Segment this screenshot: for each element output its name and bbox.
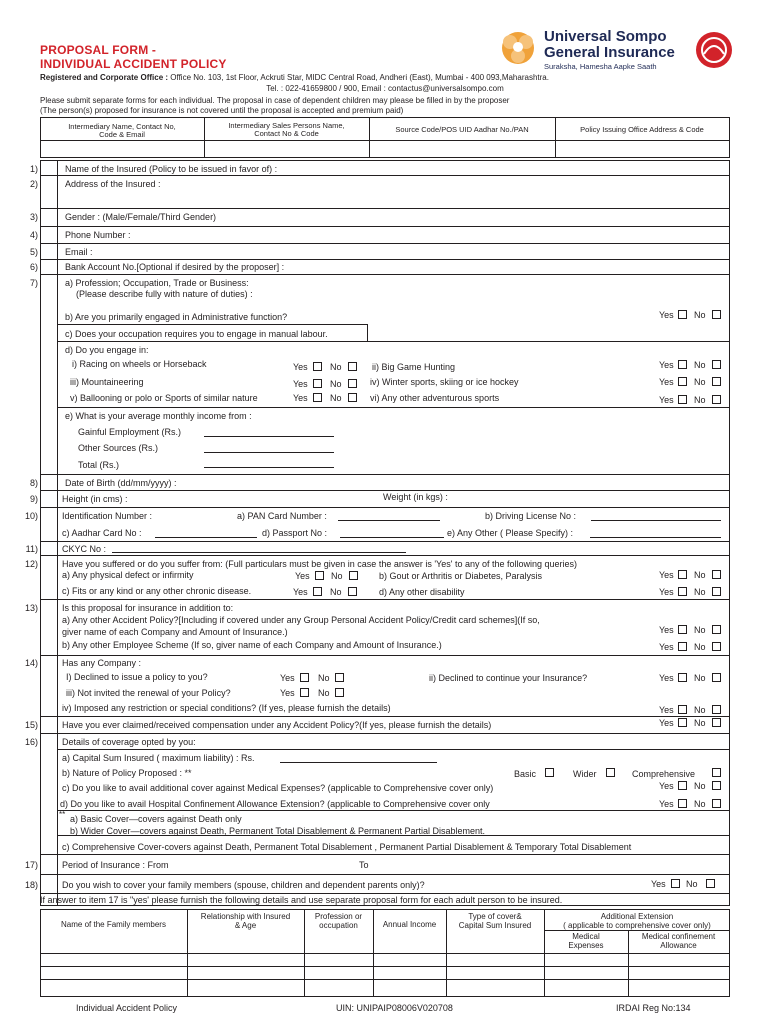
intermediary-col3-header: Source Code/POS UID Aadhar No./PAN <box>395 125 529 134</box>
q16d-yes-checkbox[interactable] <box>678 799 687 808</box>
q7a-label: a) Profession; Occupation, Trade or Business: <box>65 278 249 288</box>
q12b-yes-checkbox[interactable] <box>678 570 687 579</box>
q14iii-label: iii) Not invited the renewal of your Policy? <box>66 688 231 698</box>
footer-uin: UIN: UNIPAIP08006V020708 <box>336 1003 453 1013</box>
q13-number: 13) <box>24 603 38 613</box>
q14iii-no-checkbox[interactable] <box>335 688 344 697</box>
family-header-name: Name of the Family members <box>61 920 166 929</box>
q7d6-yes-label: Yes <box>659 395 674 405</box>
q13a-yes-label: Yes <box>659 625 674 635</box>
q7e1-label: Gainful Employment (Rs.) <box>78 427 182 437</box>
wider-label: Wider <box>573 769 597 779</box>
logo-name-line1: Universal Sompo <box>544 28 667 45</box>
q12b-no-label: No <box>694 570 706 580</box>
q12a-label: a) Any physical defect or infirmity <box>62 570 194 580</box>
q7d-label: d) Do you engage in: <box>65 345 149 355</box>
other-id-field[interactable] <box>590 537 721 538</box>
passport-field[interactable] <box>340 537 444 538</box>
instruction-note1: Please submit separate forms for each individual. The proposal in case of dependent children may please be filled in by the proposer <box>40 96 510 105</box>
q17-label: Period of Insurance : From <box>62 860 169 870</box>
q12a-yes-checkbox[interactable] <box>315 571 324 580</box>
profession-field[interactable] <box>290 276 728 300</box>
family-header-income: Annual Income <box>382 920 437 929</box>
q14ii-yes-checkbox[interactable] <box>678 673 687 682</box>
q3-number: 3) <box>29 212 38 222</box>
q16c-yes-label: Yes <box>659 781 674 791</box>
q7d2-yes-label: Yes <box>659 360 674 370</box>
q16c-yes-checkbox[interactable] <box>678 781 687 790</box>
q12a-yes-label: Yes <box>295 571 310 581</box>
q14i-label: I) Declined to issue a policy to you? <box>66 672 208 682</box>
q8-number: 8) <box>29 478 38 488</box>
q7d4-label: iv) Winter sports, skiing or ice hockey <box>370 377 519 387</box>
q12b-yes-label: Yes <box>659 570 674 580</box>
form-title-line1: PROPOSAL FORM - <box>40 43 157 57</box>
q12d-no-label: No <box>694 587 706 597</box>
family-header-cover-b: Capital Sum Insured <box>458 921 532 930</box>
q13a-no-checkbox[interactable] <box>712 625 721 634</box>
q14ii-label: ii) Declined to continue your Insurance? <box>429 673 588 683</box>
q7d1-yes-label: Yes <box>293 362 308 372</box>
q7d3-no-label: No <box>330 379 342 389</box>
q7e2-label: Other Sources (Rs.) <box>78 443 159 453</box>
q16a-label: a) Capital Sum Insured ( maximum liability) : Rs. <box>62 753 255 763</box>
q12c-label: c) Fits or any kind or any other chronic disease. <box>62 586 252 596</box>
q12c-no-checkbox[interactable] <box>348 587 357 596</box>
intermediary-col4-header: Policy Issuing Office Address & Code <box>580 125 704 134</box>
family-header-medical: Medical <box>572 932 600 941</box>
q14iii-yes-label: Yes <box>280 688 295 698</box>
q4-label: Phone Number : <box>65 230 131 240</box>
q7d2-no-checkbox[interactable] <box>712 360 721 369</box>
q14-label: Has any Company : <box>62 658 142 668</box>
note-comprehensive-cover: c) Comprehensive Cover-covers against Death, Permanent Total Disablement , Permanent Partial Disablement & Temporary Total Disablement <box>62 842 632 852</box>
q13b-no-label: No <box>694 642 706 652</box>
family-header-profession-b: occupation <box>319 921 358 930</box>
q14iii-yes-checkbox[interactable] <box>300 688 309 697</box>
q10b-label: b) Driving License No : <box>485 511 577 521</box>
q1-number: 1) <box>29 164 38 174</box>
q18-yes-checkbox[interactable] <box>671 879 680 888</box>
family-header-profession: Profession or <box>314 912 363 921</box>
phone-field[interactable] <box>145 227 728 242</box>
wider-checkbox[interactable] <box>606 768 615 777</box>
q16c-no-label: No <box>694 781 706 791</box>
q15-no-checkbox[interactable] <box>712 718 721 727</box>
q18-number: 18) <box>24 880 38 890</box>
q7a-sublabel: (Please describe fully with nature of duties) : <box>76 289 253 299</box>
q16c-no-checkbox[interactable] <box>712 781 721 790</box>
q7d1-label: i) Racing on wheels or Horseback <box>72 359 207 369</box>
q7d3-yes-label: Yes <box>293 379 308 389</box>
q7d2-yes-checkbox[interactable] <box>678 360 687 369</box>
family-row[interactable] <box>41 954 729 966</box>
q7d6-no-checkbox[interactable] <box>712 395 721 404</box>
logo-seal-icon <box>694 30 734 70</box>
logo-tagline: Suraksha, Hamesha Aapke Saath <box>544 62 657 71</box>
footer-policy-name: Individual Accident Policy <box>76 1003 178 1013</box>
q7d1-yes-checkbox[interactable] <box>313 362 322 371</box>
q15-no-label: No <box>694 718 706 728</box>
office-address: Office No. 103, 1st Floor, Ackruti Star, MIDC Central Road, Andheri (East), Mumbai - 400 093,Maharashtra. <box>170 73 549 82</box>
q15-yes-label: Yes <box>659 718 674 728</box>
q4-number: 4) <box>29 230 38 240</box>
q13a-no-label: No <box>694 625 706 635</box>
q7c-label: c) Does your occupation requires you to engage in manual labour. <box>65 329 328 339</box>
other-sources-field[interactable] <box>204 452 334 453</box>
q14ii-no-checkbox[interactable] <box>712 673 721 682</box>
q16-label: Details of coverage opted by you: <box>62 737 196 747</box>
ckyc-field[interactable] <box>112 552 406 553</box>
q7b-yes-checkbox[interactable] <box>678 310 687 319</box>
q7d5-label: v) Ballooning or polo or Sports of similar nature <box>70 393 258 403</box>
q12b-label: b) Gout or Arthritis or Diabetes, Paralysis <box>379 571 543 581</box>
aadhar-field[interactable] <box>155 537 257 538</box>
q9b-label: Weight (in kgs) : <box>383 492 448 502</box>
weight-field[interactable] <box>460 491 728 506</box>
q16d-no-label: No <box>694 799 706 809</box>
q12d-yes-label: Yes <box>659 587 674 597</box>
logo-name-line2: General Insurance <box>544 44 675 61</box>
logo-flower-icon <box>496 28 540 68</box>
q6-number: 6) <box>29 262 38 272</box>
q12c-yes-label: Yes <box>293 587 308 597</box>
q7e3-label: Total (Rs.) <box>78 460 120 470</box>
q17-to-label: To <box>359 860 369 870</box>
q7b-no-label: No <box>694 310 706 320</box>
total-income-field[interactable] <box>204 467 334 468</box>
q7d3-yes-checkbox[interactable] <box>313 379 322 388</box>
intermediary-cell-1[interactable] <box>41 141 203 156</box>
family-details-note: If answer to item 17 is "yes' please furnish the following details and use separate proposal form for each adult person to be insured. <box>40 895 563 905</box>
q10a-label: a) PAN Card Number : <box>237 511 327 521</box>
q7d1-no-checkbox[interactable] <box>348 362 357 371</box>
q7d3-no-checkbox[interactable] <box>348 379 357 388</box>
q18-yes-label: Yes <box>651 879 666 889</box>
intermediary-cell-2[interactable] <box>205 141 368 156</box>
q18-no-label: No <box>686 879 698 889</box>
q12b-no-checkbox[interactable] <box>712 570 721 579</box>
q7d5-yes-checkbox[interactable] <box>313 393 322 402</box>
q13a-yes-checkbox[interactable] <box>678 625 687 634</box>
form-title-line2: INDIVIDUAL ACCIDENT POLICY <box>40 57 227 71</box>
note-wider-cover: b) Wider Cover—covers against Death, Permanent Total Disablement & Permanent Partial Disablement. <box>70 826 486 836</box>
q18-label: Do you wish to cover your family members (spouse, children and dependent parents only)? <box>62 880 425 890</box>
q9-number: 9) <box>29 494 38 504</box>
q7d2-label: ii) Big Game Hunting <box>372 362 456 372</box>
q7d4-yes-label: Yes <box>659 377 674 387</box>
q14i-yes-checkbox[interactable] <box>300 673 309 682</box>
q9-label: Height (in cms) : <box>62 494 128 504</box>
insured-address-field[interactable] <box>180 176 728 207</box>
q14i-no-checkbox[interactable] <box>335 673 344 682</box>
family-row[interactable] <box>41 980 729 996</box>
intermediary-col2-header: Intermediary Sales Persons Name, <box>228 121 345 130</box>
q14iv-yes-label: Yes <box>659 705 674 715</box>
q14iv-label: iv) Imposed any restriction or special conditions? (If yes, please furnish the details) <box>62 703 391 713</box>
insured-name-field[interactable] <box>310 161 728 174</box>
q14iv-no-label: No <box>694 705 706 715</box>
note-basic-cover: a) Basic Cover—covers against Death only <box>70 814 242 824</box>
q12a-no-label: No <box>331 571 343 581</box>
family-header-confinement-b: Allowance <box>660 941 697 950</box>
q17-number: 17) <box>24 860 38 870</box>
q13a-label-line2: giver name of each Company and Amount of Insurance.) <box>62 627 288 637</box>
q7d6-label: vi) Any other adventurous sports <box>370 393 500 403</box>
intermediary-cell-4[interactable] <box>556 141 728 156</box>
q12c-no-label: No <box>330 587 342 597</box>
gender-field[interactable] <box>245 209 728 225</box>
q3-label: Gender : (Male/Female/Third Gender) <box>65 212 217 222</box>
family-header-medical-b: Expenses <box>568 941 604 950</box>
note-asterisk: ** <box>59 810 66 819</box>
q12c-yes-checkbox[interactable] <box>313 587 322 596</box>
intermediary-cell-3[interactable] <box>370 141 554 156</box>
q14i-yes-label: Yes <box>280 673 295 683</box>
q15-number: 15) <box>24 720 38 730</box>
height-field[interactable] <box>140 491 370 506</box>
q10d-label: d) Passport No : <box>262 528 328 538</box>
q7d4-no-label: No <box>694 377 706 387</box>
basic-checkbox[interactable] <box>545 768 554 777</box>
q7d6-yes-checkbox[interactable] <box>678 395 687 404</box>
q15-label: Have you ever claimed/received compensation under any Accident Policy?(If yes, please furnish the details) <box>62 720 492 730</box>
q16c-label: c) Do you like to avail additional cover against Medical Expenses? (applicable to Comprehensive cover only) <box>62 783 494 793</box>
q16b-label: b) Nature of Policy Proposed : ** <box>62 768 192 778</box>
q13b-label: b) Any other Employee Scheme (If so, giver name of each Company and Amount of Insurance.) <box>62 640 442 650</box>
q14iv-no-checkbox[interactable] <box>712 705 721 714</box>
q12a-no-checkbox[interactable] <box>349 571 358 580</box>
intermediary-col1-header: Intermediary Name, Contact No, <box>68 122 176 131</box>
q7d5-yes-label: Yes <box>293 393 308 403</box>
q16d-yes-label: Yes <box>659 799 674 809</box>
q7b-yes-label: Yes <box>659 310 674 320</box>
q10-label: Identification Number : <box>62 511 153 521</box>
basic-label: Basic <box>514 769 537 779</box>
q12d-label: d) Any other disability <box>379 587 465 597</box>
q10e-label: e) Any Other ( Please Specify) : <box>447 528 574 538</box>
q7d5-no-checkbox[interactable] <box>348 393 357 402</box>
q14i-no-label: No <box>318 673 330 683</box>
q14iii-no-label: No <box>318 688 330 698</box>
q7d5-no-label: No <box>330 393 342 403</box>
q12d-yes-checkbox[interactable] <box>678 587 687 596</box>
q7d2-no-label: No <box>694 360 706 370</box>
q6-label: Bank Account No.[Optional if desired by the proposer] : <box>65 262 285 272</box>
q7-number: 7) <box>29 278 38 288</box>
family-header-confinement: Medical confinement <box>641 932 716 941</box>
q16-number: 16) <box>24 737 38 747</box>
office-address-line <box>40 73 549 82</box>
q5-label: Email : <box>65 247 93 257</box>
q8-label: Date of Birth (dd/mm/yyyy) : <box>65 478 177 488</box>
gainful-employment-field[interactable] <box>204 436 334 437</box>
family-header-cover: Type of cover& <box>468 912 522 921</box>
q14ii-yes-label: Yes <box>659 673 674 683</box>
q13b-yes-label: Yes <box>659 642 674 652</box>
q7e-label: e) What is your average monthly income from : <box>65 411 252 421</box>
q2-number: 2) <box>29 179 38 189</box>
q13a-label-line1: a) Any other Accident Policy?[Including if covered under any Group Personal Accident Policy/Credit card schemes](If so, <box>62 615 540 625</box>
q15-yes-checkbox[interactable] <box>678 718 687 727</box>
comprehensive-label: Comprehensive <box>632 769 696 779</box>
q13b-yes-checkbox[interactable] <box>678 642 687 651</box>
family-header-extension: Additional Extension <box>600 912 674 921</box>
office-contact: Tel. : 022-41659800 / 900, Email : contactus@universalsompo.com <box>266 84 504 93</box>
q13-label: Is this proposal for insurance in addition to: <box>62 603 234 613</box>
office-label: Registered and Corporate Office : <box>40 73 169 82</box>
pan-field[interactable] <box>338 520 440 521</box>
instruction-note2: (The person(s) proposed for insurance is not covered until the proposal is accepted and premium paid) <box>40 106 404 115</box>
intermediary-col2-header-b: Contact No & Code <box>254 129 319 138</box>
q14ii-no-label: No <box>694 673 706 683</box>
q11-label: CKYC No : <box>62 544 107 554</box>
q7d6-no-label: No <box>694 395 706 405</box>
period-from-field[interactable] <box>195 856 345 872</box>
q7d4-yes-checkbox[interactable] <box>678 377 687 386</box>
q10-number: 10) <box>24 511 38 521</box>
footer-irdai-reg: IRDAI Reg No:134 <box>616 1003 691 1013</box>
q2-label: Address of the Insured : <box>65 179 161 189</box>
q5-number: 5) <box>29 247 38 257</box>
q14-number: 14) <box>24 658 38 668</box>
q14iv-yes-checkbox[interactable] <box>678 705 687 714</box>
driving-license-field[interactable] <box>591 520 721 521</box>
q1-label: Name of the Insured (Policy to be issued in favor of) : <box>65 164 278 174</box>
capital-sum-field[interactable] <box>280 762 437 763</box>
family-header-relationship-b: & Age <box>234 921 257 930</box>
comprehensive-checkbox[interactable] <box>712 768 721 777</box>
family-header-extension-note: ( applicable to comprehensive cover only) <box>563 921 711 930</box>
family-row[interactable] <box>41 967 729 979</box>
family-header-relationship: Relationship with Insured <box>200 912 291 921</box>
q16d-no-checkbox[interactable] <box>712 799 721 808</box>
dob-field[interactable] <box>200 475 728 489</box>
q16d-label: d) Do you like to avail Hospital Confinement Allowance Extension? (applicable to Comprehensive cover only <box>60 799 490 809</box>
q7d4-no-checkbox[interactable] <box>712 377 721 386</box>
intermediary-col1-header-b: Code & Email <box>99 130 145 139</box>
period-to-field[interactable] <box>378 856 728 872</box>
company-logo <box>496 26 736 74</box>
q12-number: 12) <box>24 559 38 569</box>
email-field[interactable] <box>100 244 728 258</box>
q10c-label: c) Aadhar Card No : <box>62 528 142 538</box>
q11-number: 11) <box>25 544 38 554</box>
q18-no-checkbox[interactable] <box>706 879 715 888</box>
q13b-no-checkbox[interactable] <box>712 642 721 651</box>
q7b-label: b) Are you primarily engaged in Administrative function? <box>65 312 288 322</box>
q12d-no-checkbox[interactable] <box>712 587 721 596</box>
q7b-no-checkbox[interactable] <box>712 310 721 319</box>
bank-account-field[interactable] <box>325 260 728 273</box>
q7d3-label: iii) Mountaineering <box>70 377 144 387</box>
q12-label: Have you suffered or do you suffer from: (Full particulars must be given in case the answer is 'Yes' to any of the following queries) <box>62 559 578 569</box>
q7d1-no-label: No <box>330 362 342 372</box>
